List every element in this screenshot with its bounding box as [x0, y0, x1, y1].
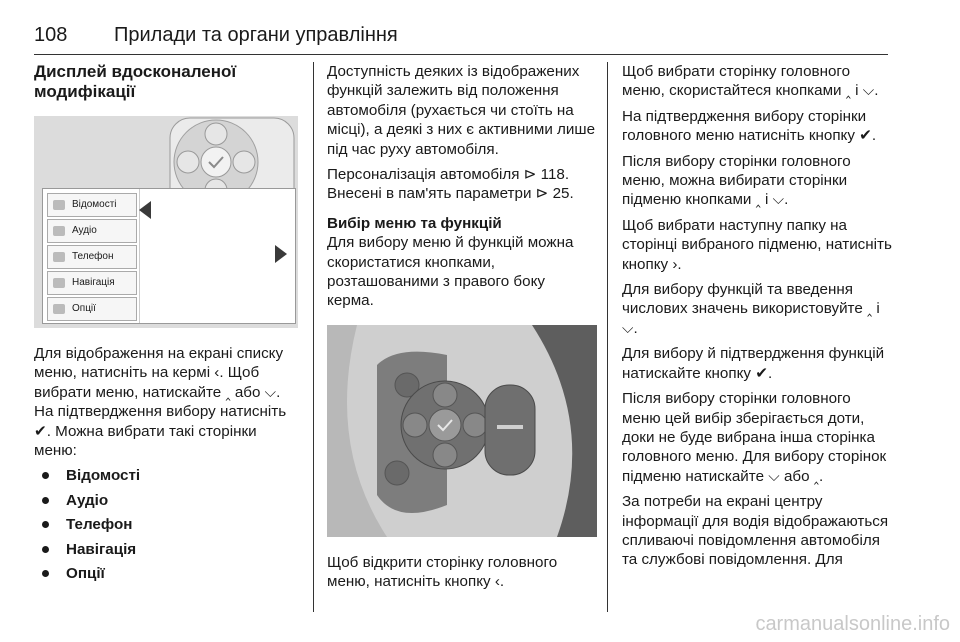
text: .	[677, 255, 682, 273]
subheading: Вибір меню та функцій	[327, 214, 502, 232]
menu-item-label: Навігація	[72, 277, 115, 288]
list-item	[34, 564, 302, 583]
chevron-down-icon: ⌵	[862, 82, 875, 100]
text: . Щоб вибрати меню, натискайте	[34, 364, 260, 401]
paragraph	[34, 344, 302, 460]
paragraph: Для вибору меню й функцій можна скористатися кнопками, розташованими з правого боку керма.	[327, 234, 574, 310]
page-number: 108	[34, 24, 68, 46]
menu-item-navigation[interactable]	[47, 271, 137, 295]
menu-item-label: Опції	[72, 303, 96, 314]
bullet-icon	[42, 497, 49, 504]
column-divider	[313, 62, 314, 612]
text: Для вибору функцій та введення числових значень використовуйте	[622, 281, 868, 318]
list-item-text: Відомості	[66, 467, 141, 485]
bullet-icon	[42, 472, 49, 479]
chevron-up-icon: ‸	[845, 82, 851, 100]
paragraph	[622, 389, 892, 486]
section-heading: Дисплей вдосконаленої модифікації	[34, 62, 237, 101]
list-item-text: Телефон	[66, 516, 133, 534]
arrow-left-icon	[139, 201, 151, 219]
chevron-up-icon: ‸	[867, 300, 873, 318]
bullet-icon	[42, 521, 49, 528]
chevron-up-icon: ‸	[755, 191, 761, 209]
list-item	[34, 515, 302, 534]
list-item-text: Опції	[66, 565, 105, 583]
checkmark-icon: ✔	[755, 364, 768, 382]
chevron-up-icon: ‸	[225, 383, 231, 401]
paragraph	[622, 62, 892, 101]
text: Для відображення на екрані списку меню, натисніть на кермі	[34, 345, 284, 382]
text: і	[872, 300, 880, 318]
navigation-icon	[53, 278, 65, 288]
paragraph	[327, 165, 595, 204]
text: Після вибору сторінки головного меню, можна вибирати сторінки підменю кнопками	[622, 152, 851, 209]
menu-item-phone[interactable]	[47, 245, 137, 269]
page-reference-icon: ⊳	[535, 185, 549, 203]
text: Для вибору й підтвердження функцій натискайте кнопку	[622, 345, 885, 382]
checkmark-icon: ✔	[34, 422, 47, 440]
info-display-screen	[42, 188, 296, 324]
column-divider	[607, 62, 608, 612]
chevron-up-icon: ‸	[813, 467, 819, 485]
paragraph: За потреби на екрані центру інформації для водія відображаються спливаючі повідомлення автомобіля та службові повідомлення. Для	[622, 493, 889, 569]
display-figure	[34, 116, 298, 328]
text: Персоналізація автомобіля	[327, 166, 524, 184]
phone-icon	[53, 252, 65, 262]
text: . На підтвердження вибору натисніть	[34, 383, 287, 421]
watermark: carmanualsonline.info	[755, 613, 950, 635]
bullet-icon	[42, 546, 49, 553]
text: або	[230, 383, 265, 401]
menu-item-info[interactable]	[47, 193, 137, 217]
text: Щоб відкрити сторінку головного меню, натисніть кнопку	[327, 553, 558, 591]
menu-item-label: Телефон	[72, 251, 114, 262]
chevron-down-icon: ⌵	[622, 319, 634, 337]
paragraph	[622, 216, 892, 274]
text: Після вибору сторінки головного меню цей вибір зберігається доти, доки не буде вибрана інша сторінка головного меню. Для вибору сторінок підменю натискайте	[622, 390, 887, 485]
menu-item-options[interactable]	[47, 297, 137, 321]
chevron-down-icon: ⌵	[772, 191, 785, 209]
checkmark-icon: ✔	[859, 127, 872, 145]
page-reference-icon: ⊳	[523, 166, 537, 184]
audio-icon	[53, 226, 65, 236]
text: .	[871, 127, 877, 145]
text: і	[760, 191, 773, 209]
text: .	[767, 364, 773, 382]
text: .	[784, 191, 789, 209]
page-title: Прилади та органи управління	[114, 24, 398, 46]
menu-item-label: Відомості	[72, 199, 117, 210]
text: .	[633, 319, 638, 337]
paragraph: Доступність деяких із відображених функцій залежить від положення автомобіля (рухається чи стоїть на місці), а деякі з них є активними лише під час руху автомобіля.	[327, 63, 596, 158]
column-2	[327, 62, 595, 598]
paragraph	[622, 280, 892, 338]
text: Щоб вибрати наступну папку на сторінці вибраного підменю, натисніть кнопку	[622, 216, 892, 273]
paragraph	[622, 344, 892, 383]
list-item	[34, 466, 302, 485]
chevron-right-icon: ›	[672, 255, 678, 273]
text: .	[499, 573, 505, 591]
text: і	[850, 82, 863, 100]
text: На підтвердження вибору сторінки головного меню натисніть кнопку	[622, 107, 867, 145]
steering-wheel-illustration	[327, 325, 597, 537]
chevron-left-icon: ‹	[214, 364, 220, 382]
info-icon	[53, 200, 65, 210]
text: 118.	[536, 166, 570, 184]
steering-wheel-figure	[327, 325, 597, 537]
text: або	[779, 467, 814, 485]
arrow-right-icon	[275, 245, 287, 263]
bullet-icon	[42, 570, 49, 577]
text: Щоб вибрати сторінку головного меню, скористайтеся кнопками	[622, 63, 851, 100]
paragraph	[622, 107, 892, 146]
chevron-down-icon: ⌵	[768, 467, 780, 485]
list-item	[34, 491, 302, 510]
text: Внесені в пам'ять параметри	[327, 185, 536, 203]
paragraph	[622, 152, 892, 210]
column-1	[34, 62, 302, 588]
chevron-left-icon: ‹	[494, 573, 500, 591]
column-3	[622, 62, 892, 576]
menu-page-list	[34, 466, 302, 583]
options-icon	[53, 304, 65, 314]
text: 25.	[548, 185, 574, 203]
text: .	[874, 82, 879, 100]
paragraph	[327, 553, 595, 592]
menu-item-audio[interactable]	[47, 219, 137, 243]
list-item-text: Навігація	[66, 540, 137, 558]
chevron-down-icon: ⌵	[264, 383, 277, 401]
menu-item-label: Аудіо	[72, 225, 97, 236]
list-item-text: Аудіо	[66, 491, 109, 509]
page-header	[34, 24, 888, 55]
list-item	[34, 540, 302, 559]
text: . Можна вибрати такі сторінки меню:	[34, 422, 257, 460]
text: .	[818, 467, 824, 485]
